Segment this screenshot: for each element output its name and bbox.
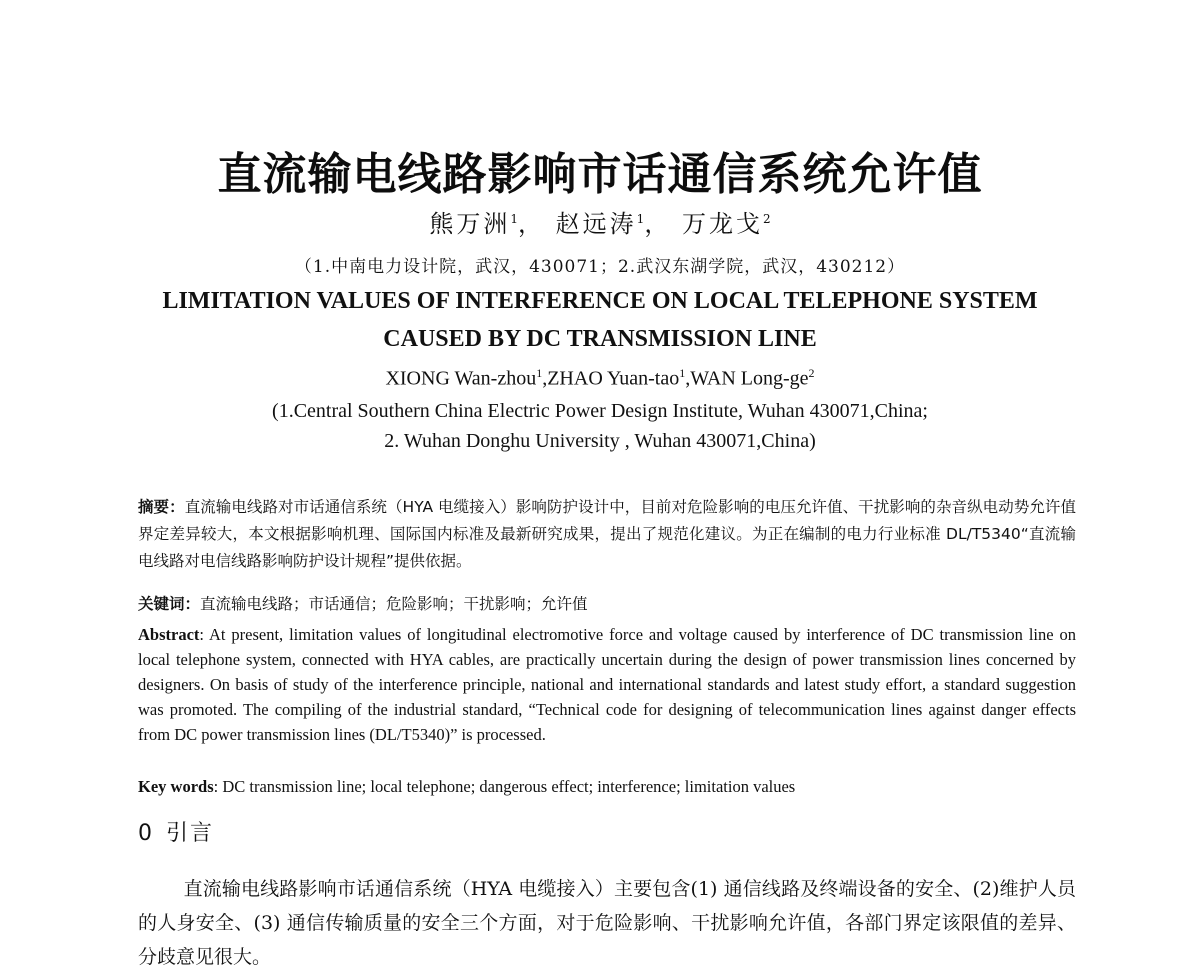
author-en-2: ZHAO Yuan-tao — [547, 367, 680, 390]
section-number: 0 — [138, 821, 154, 846]
english-keywords-text: : DC transmission line; local telephone; dangerous effect; interference; limitation values — [213, 777, 796, 796]
author-cn-sep: ， — [518, 210, 546, 238]
chinese-keywords — [138, 592, 1076, 616]
english-abstract-label: Abstract — [138, 625, 200, 644]
chinese-affiliation: （1.中南电力设计院，武汉，430071；2.武汉东湖学院，武汉，430212） — [294, 257, 906, 277]
author-cn-2: 赵远涛 — [555, 210, 637, 238]
english-affiliation-line-1: (1.Central Southern China Electric Power Design Institute, Wuhan 430071,China; — [272, 400, 928, 422]
english-abstract-text: : At present, limitation values of longitudinal electromotive force and voltage caused by interference of DC transmission line on local telephone system, connected with HYA cables, are practically uncertain during the design of power transmission lines concerned by designers. On basis of study of the interference principle, national and international standards and latest study effort, a standard suggestion was promoted. The compiling of the industrial standard, “Technical code for designing of telecommunication lines against danger effects from DC power transmission lines (DL/T5340)” is processed. — [138, 625, 1076, 744]
chinese-keywords-label: 关键词： — [138, 595, 201, 613]
chinese-authors — [0, 204, 1200, 239]
section-title: 引言 — [166, 821, 215, 846]
author-en-1: XIONG Wan-zhou — [385, 367, 537, 390]
chinese-abstract-label: 摘要： — [138, 498, 185, 516]
english-title-line-2: CAUSED BY DC TRANSMISSION LINE — [383, 326, 817, 352]
english-title-line-1: LIMITATION VALUES OF INTERFERENCE ON LOCAL TELEPHONE SYSTEM — [162, 288, 1038, 314]
chinese-abstract-text: 直流输电线路对市话通信系统（HYA 电缆接入）影响防护设计中，目前对危险影响的电压允许值、干扰影响的杂音纵电动势允许值界定差异较大，本文根据影响机理、国际国内标准及最新研究成果，提出了规范化建议。为正在编制的电力行业标准 DL/T5340“直流输电线路对电信线路影响防护设计规程”提供依据。 — [138, 498, 1076, 570]
english-keywords-label: Key words — [138, 777, 214, 796]
author-en-sep: , — [542, 367, 548, 390]
chinese-abstract — [138, 494, 1076, 575]
english-authors — [0, 366, 1200, 391]
author-en-1-sup: 1 — [536, 366, 543, 380]
author-cn-2-sup: 1 — [636, 212, 645, 226]
author-cn-3: 万龙戈 — [681, 210, 763, 238]
author-cn-1: 熊万洲 — [429, 210, 511, 238]
author-cn-1-sup: 1 — [510, 212, 519, 226]
english-keywords — [138, 774, 1076, 799]
body-paragraph: 直流输电线路影响市话通信系统（HYA 电缆接入）主要包含(1) 通信线路及终端设备的安全、(2)维护人员的人身安全、(3) 通信传输质量的安全三个方面，对于危险影响、干扰影响允许值，各部门界定该限值的差异、分歧意见很大。 — [138, 878, 1076, 968]
author-en-3-sup: 2 — [808, 366, 815, 380]
author-cn-3-sup: 2 — [762, 212, 771, 226]
english-abstract — [138, 622, 1076, 747]
chinese-keywords-text: 直流输电线路；市话通信；危险影响；干扰影响；允许值 — [200, 595, 588, 613]
author-en-2-sup: 1 — [679, 366, 686, 380]
section-heading — [138, 816, 214, 847]
chinese-title: 直流输电线路影响市话通信系统允许值 — [217, 149, 983, 200]
author-en-sep: , — [685, 367, 691, 390]
english-affiliation-line-2: 2. Wuhan Donghu University , Wuhan 430071,China) — [384, 430, 816, 452]
author-en-3: WAN Long-ge — [690, 367, 809, 390]
author-cn-sep: ， — [644, 210, 672, 238]
